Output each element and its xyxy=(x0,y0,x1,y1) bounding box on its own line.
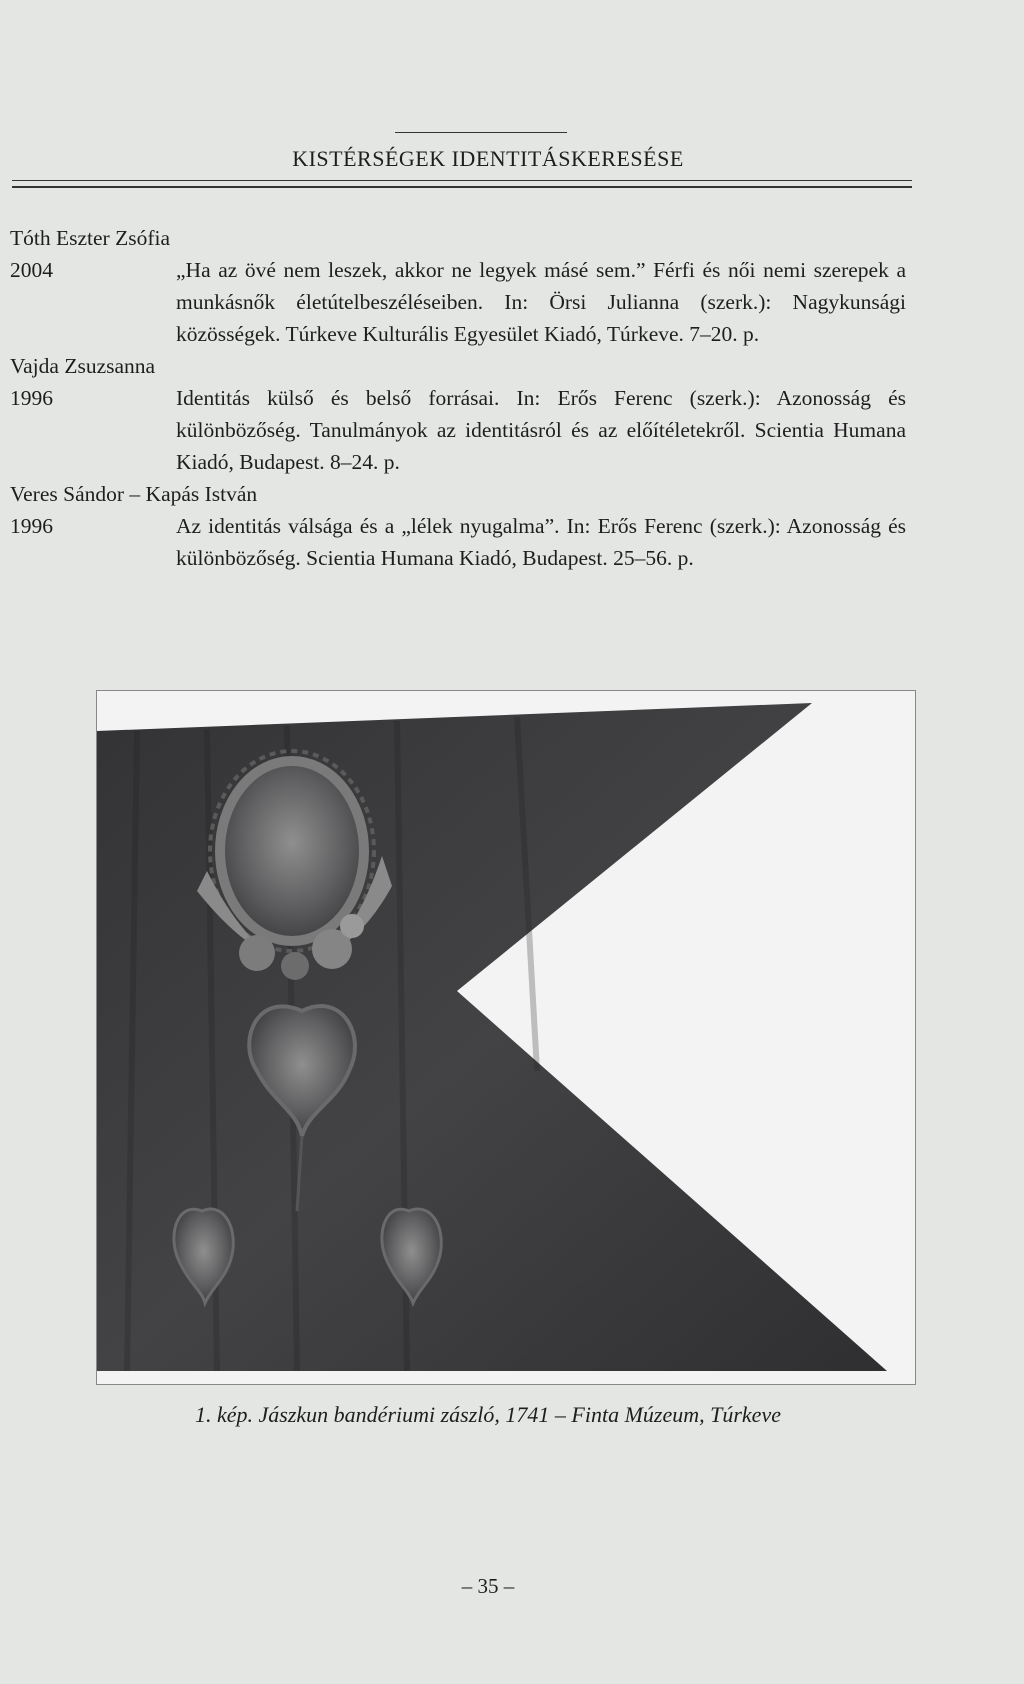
bib-entry xyxy=(10,510,910,574)
bib-entry xyxy=(10,382,910,478)
bib-reference: Az identitás válsága és a „lélek nyugalma”. In: Erős Ferenc (szerk.): Azonosság és különbözőség. Scientia Humana Kiadó, Budapest. 25–56. p. xyxy=(176,514,906,570)
figure-caption: 1. kép. Jászkun bandériumi zászló, 1741 – Finta Múzeum, Túrkeve xyxy=(195,1402,781,1427)
header-short-rule xyxy=(395,132,567,133)
bib-author: Vajda Zsuzsanna xyxy=(10,354,156,378)
bib-author: Tóth Eszter Zsófia xyxy=(10,226,171,250)
bib-year: 1996 xyxy=(10,514,53,538)
bib-reference: Identitás külső és belső forrásai. In: Erős Ferenc (szerk.): Azonosság és különbözőség. Tanulmányok az identitásról és az előítéletekről. Scientia Humana Kiadó, Budapest. 8–24. p. xyxy=(176,386,906,474)
header-rule xyxy=(12,180,912,181)
page-number: – 35 – xyxy=(461,1574,515,1598)
header-rule-double xyxy=(12,186,912,188)
bib-year: 1996 xyxy=(10,386,53,410)
bibliography xyxy=(10,222,910,574)
flag-photograph xyxy=(96,690,916,1385)
oval-medallion xyxy=(220,761,364,941)
bib-entry xyxy=(10,254,910,350)
bib-year: 2004 xyxy=(10,258,53,282)
flag-illustration xyxy=(97,691,915,1384)
running-title: KISTÉRSÉGEK IDENTITÁSKERESÉSE xyxy=(292,146,684,171)
bib-reference: „Ha az övé nem leszek, akkor ne legyek másé sem.” Férfi és női nemi szerepek a munkásnők életútelbeszéléseiben. In: Örsi Julianna (szerk.): Nagykunsági közösségek. Túrkeve Kulturális Egyesület Kiadó, Túrkeve. 7–20. p. xyxy=(176,258,906,346)
bib-author: Veres Sándor – Kapás István xyxy=(10,482,258,506)
